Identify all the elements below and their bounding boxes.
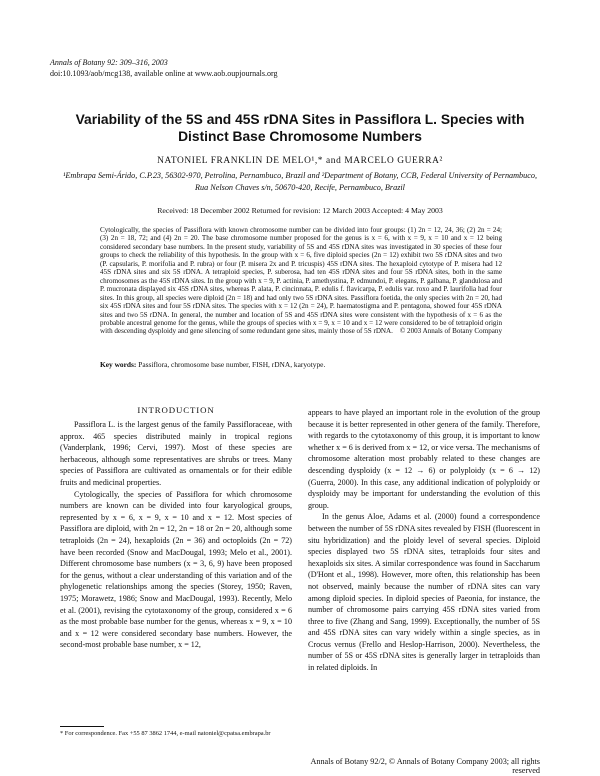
submission-dates: Received: 18 December 2002 Returned for revision: 12 March 2003 Accepted: 4 May 2003	[157, 206, 443, 215]
body-paragraph: Passiflora L. is the largest genus of the family Passifloraceae, with approx. 465 species distributed mainly in tropical regions (Vanderplank, 1996; Cervi, 1997). Most of these species are herbaceous, although some representatives are shrubs or trees. Many species of Passiflora are cultivated as ornamentals or for their edible fruits and medicinal properties.	[60, 420, 292, 487]
abstract-text: Cytologically, the species of Passiflora with known chromosome number can be divided into four groups: (1) 2n = 12, 24, 36; (2) 2n = 24; (3) 2n = 18, 72; and (4) 2n = 20. The base chromosome number proposed for the genus is x = 6, with x = 9, x = 10 and x = 12 being considered secondary base numbers. In the present study, variability of 5S and 45S rDNA sites was investigated in 30 species of these four groups to check the reliability of this hypothesis. In the group with x = 6, five diploid species (2n = 12) exhibit two 5S rDNA sites and two (P. capsularis, P. morifolia and P. rubra) or four (P. misera 2x and P. tricuspis) 45S rDNA sites. The hexaploid cytotype of P. misera had 12 45S rDNA sites and six 5S rDNA. A tetraploid species, P. suberosa, had ten 45S rDNA sites and four 5S rDNA sites, both in the same chromosomes as the 45S rDNA sites. In the group with x = 9, P. actinia, P. amethystina, P. edmundoi, P. elegans, P. galbana, P. glandulosa and P. mucronata displayed six 45S rDNA sites, whereas P. alata, P. cincinnata, P. edulis f. flavicarpa, P. edulis var. roxo and P. laurifolia had four sites. In this group, all species were diploid (2n = 18) and had only two 5S rDNA sites. Passiflora foetida, the only species with 2n = 20, had six 45S rDNA sites and four 5S rDNA sites. The species with x = 12 (2n = 24), P. haematostigma and P. pentagona, showed four 45S rDNA sites and two 5S rDNA. In general, the number and location of 5S and 45S rDNA sites were consistent with the hypothesis of x = 6 as the probable ancestral genome for the genus, while the groups of species with x = 9, x = 10 and x = 12 were considered to be of tetraploid origin with descending dysploidy and gene silencing of some redundant gene sites, mainly those of 5S rDNA.	[100, 226, 502, 336]
left-column	[60, 419, 292, 651]
body-paragraph: In the genus Aloe, Adams et al. (2000) found a correspondence between the number of 5S rDNA sites revealed by FISH (fluorescent in situ hybridization) and the ploidy level of several species. Diploid species displayed two 5S rDNA sites, tetraploids four sites and hexaploids six sites. A similar correspondence was found in Saccharum (D'Hont et al., 1998). However, more often, this relationship has been not observed, mainly because the number of rDNA sites can vary among diploid species. In diploid species of Paeonia, for instance, the number of chromosome pairs carrying 45S rDNA sites varied from three to five (Zhang and Sang, 1999). Exceptionally, the number of 5S and 45S rDNA sites can vary widely within a single species, as in Crocus vernus (Frello and Heslop-Harrison, 2000). Nevertheless, the number of 5S or 45S rDNA sites is generally larger in tetraploids than in related diploids. In	[308, 512, 540, 673]
keywords-label: Key words:	[100, 360, 137, 369]
author-affiliation: ¹Embrapa Semi-Árido, C.P.23, 56302-970, Petrolina, Pernambuco, Brazil and ²Department of Botany, CCB, Federal University of Pernambuco, Rua Nelson Chaves s/n, 50670-420, Recife, Pernambuco, Brazil	[62, 171, 538, 192]
page-footer: Annals of Botany 92/2, © Annals of Botany Company 2003; all rights reserved	[310, 757, 540, 775]
article-title: Variability of the 5S and 45S rDNA Sites in Passiflora L. Species with Distinct Base Chromosome Numbers	[75, 112, 525, 144]
correspondence-footnote: * For correspondence. Fax +55 87 3862 1744, e-mail natoniel@cpatsa.embrapa.br	[60, 730, 271, 737]
copyright-notice: © 2003 Annals of Botany Company	[399, 327, 502, 336]
footnote-divider	[60, 726, 104, 727]
author-list: NATONIEL FRANKLIN DE MELO¹,* and MARCELO GUERRA²	[157, 156, 443, 166]
keywords-text: Passiflora, chromosome base number, FISH, rDNA, karyotype.	[138, 360, 326, 369]
right-column	[308, 407, 540, 674]
body-paragraph: Cytologically, the species of Passiflora for which chromosome numbers are known can be divided into four karyological groups, represented by x = 6, x = 9, x = 10 and x = 12. Most species of Passiflora are diploid, with 2n = 12, 2n = 18 or 2n = 20, although some tetraploids (2n = 24), hexaploids (2n = 36) and octoploids (2n = 72) have been recorded (Snow and MacDougal, 1993; Melo et al., 2001). Different chromosome base numbers (x = 3, 6, 9) have been proposed for the genus, without a clear understanding of this variation and of the phylogenetic relationships among the species (Storey, 1950; Raven, 1975; Morawetz, 1986; Snow and MacDougal, 1993). Recently, Melo et al. (2001), revising the cytotaxonomy of the group, considered x = 6 as the most probable base number for the genus, whereas x = 9, x = 10 and x = 12 were considered secondary base numbers. However, the second-most probable base number, x = 12,	[60, 489, 292, 650]
abstract	[100, 226, 502, 336]
doi-line: doi:10.1093/aob/mcg138, available online at www.aob.oupjournals.org	[50, 69, 278, 78]
body-paragraph: appears to have played an important role in the evolution of the group because it is better represented in other genera of the family. Therefore, with regards to the cytotaxonomy of this group, it is important to know whether x = 6 is derived from x = 12, or vice versa. The mechanisms of chromosome alteration most probably related to these changes are descending dysploidy (x = 12 → 6) or polyploidy (x = 6 → 12) (Guerra, 2000). In this case, any additional indication of polyploidy or dysploidy may be important for understanding the evolution of this group.	[308, 408, 540, 510]
section-heading-introduction: INTRODUCTION	[137, 405, 215, 415]
keywords	[100, 360, 502, 369]
journal-citation: Annals of Botany 92: 309–316, 2003	[50, 58, 168, 67]
